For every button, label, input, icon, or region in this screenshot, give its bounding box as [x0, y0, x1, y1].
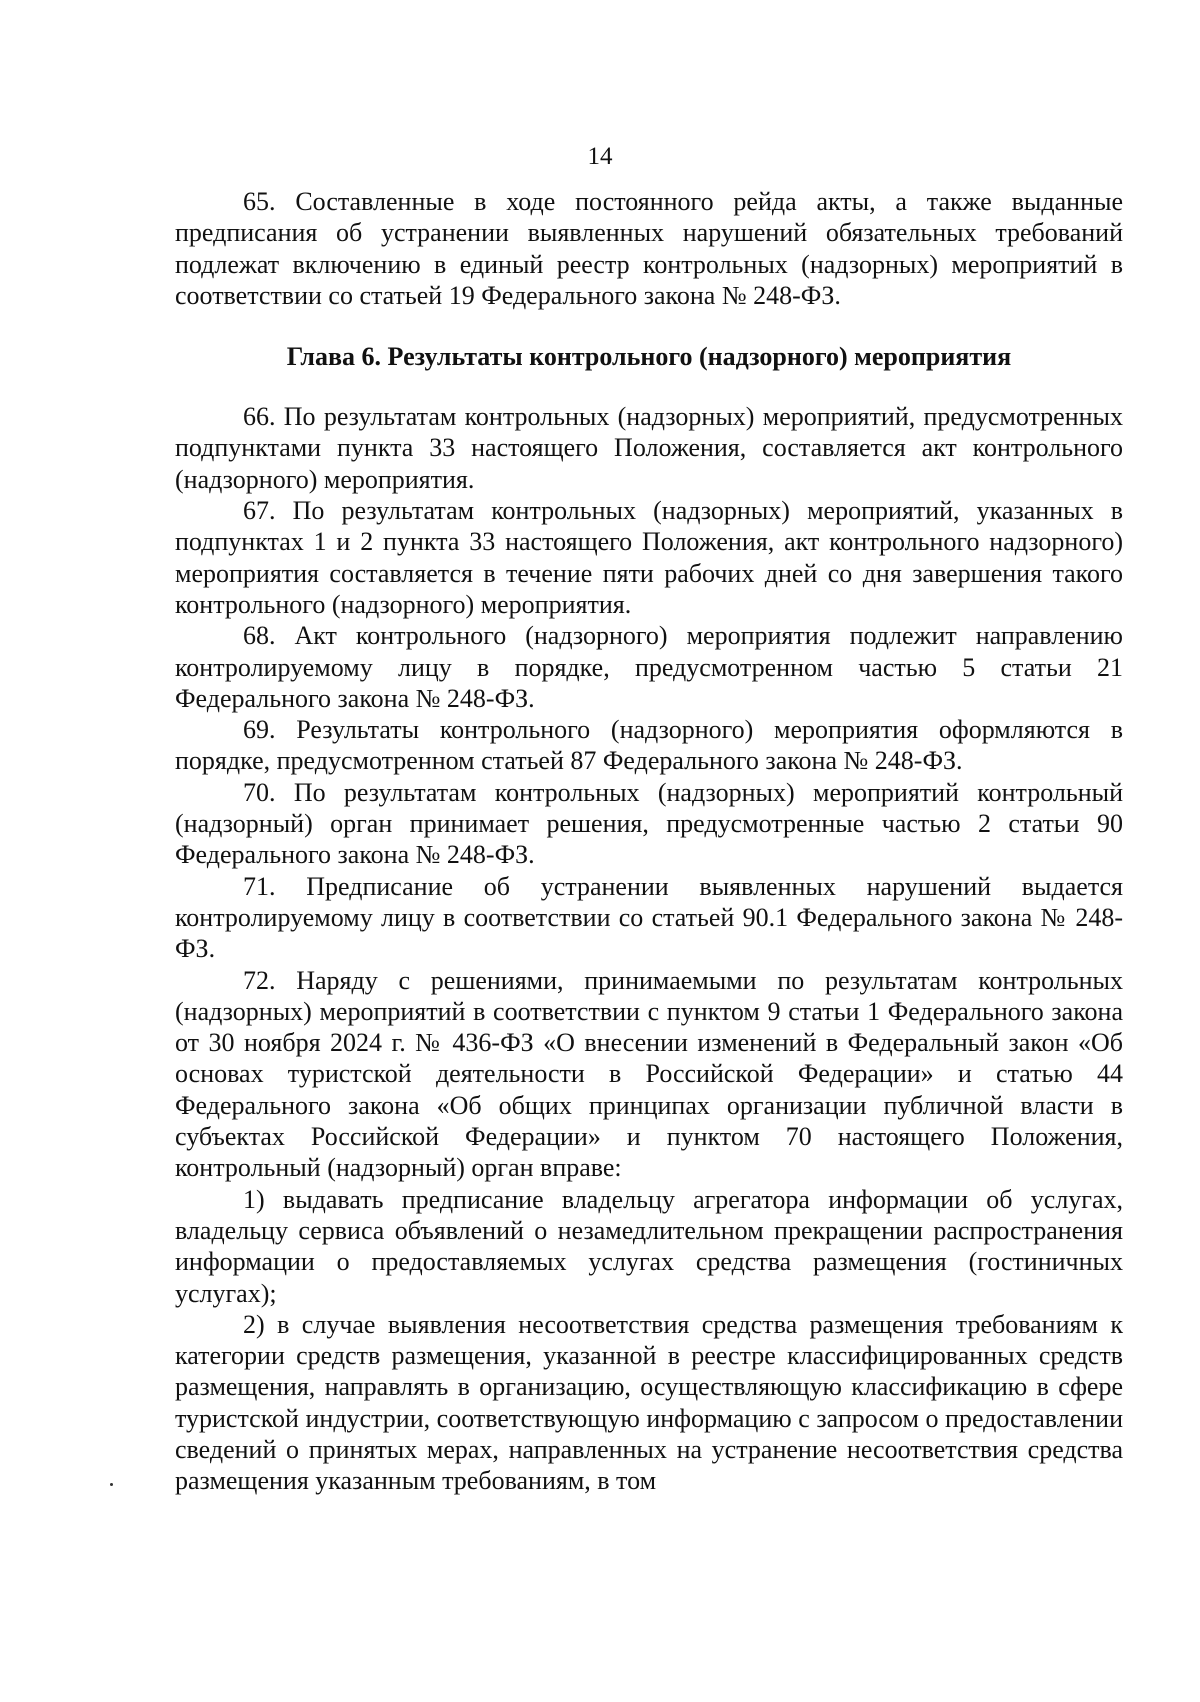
- paragraph-72: 72. Наряду с решениями, принимаемыми по результатам контрольных (надзорных) мероприятий в соответствии с пунктом 9 статьи 1 Федерального закона от 30 ноября 2024 г. № 436-ФЗ «О внесении изменений в Федеральный закон «Об основах туристской деятельности в Российской Федерации» и статью 44 Федерального закона «Об общих принципах организации публичной власти в субъектах Российской Федерации» и пунктом 70 настоящего Положения, контрольный (надзорный) орган вправе:: [175, 965, 1123, 1183]
- subitem-2: 2) в случае выявления несоответствия средства размещения требованиям к категории средств размещения, указанной в реестре классифицированных средств размещения, направлять в организацию, осуществляющую классификацию в сфере туристской индустрии, соответствующую информацию с запросом о предоставлении сведений о принятых мерах, направленных на устранение несоответствия средства размещения указанным требованиям, в том: [175, 1309, 1123, 1496]
- paragraph-71: 71. Предписание об устранении выявленных нарушений выдается контролируемому лицу в соответствии со статьей 90.1 Федерального закона № 248-ФЗ.: [175, 871, 1123, 964]
- paragraph-65: 65. Составленные в ходе постоянного рейда акты, а также выданные предписания об устранении выявленных нарушений обязательных требований подлежат включению в единый реестр контрольных (надзорных) мероприятий в соответствии со статьей 19 Федерального закона № 248-ФЗ.: [175, 187, 1123, 310]
- paragraph-69: 69. Результаты контрольного (надзорного) мероприятия оформляются в порядке, предусмотренном статьей 87 Федерального закона № 248-ФЗ.: [175, 715, 1123, 776]
- chapter-heading: Глава 6. Результаты контрольного (надзорного) мероприятия: [286, 342, 1012, 372]
- page-number: 14: [587, 143, 613, 170]
- paragraph-68: 68. Акт контрольного (надзорного) мероприятия подлежит направлению контролируемому лицу в порядке, предусмотренном частью 5 статьи 21 Федерального закона № 248-ФЗ.: [175, 621, 1123, 713]
- paragraph-70: 70. По результатам контрольных (надзорных) мероприятий контрольный (надзорный) орган принимает решения, предусмотренные частью 2 статьи 90 Федерального закона № 248-ФЗ.: [175, 777, 1123, 870]
- scan-speck: [110, 1483, 113, 1486]
- paragraph-67: 67. По результатам контрольных (надзорных) мероприятий, указанных в подпунктах 1 и 2 пункта 33 настоящего Положения, акт контрольного надзорного) мероприятия составляется в течение пяти рабочих дней со дня завершения такого контрольного (надзорного) мероприятия.: [175, 496, 1123, 619]
- paragraph-66: 66. По результатам контрольных (надзорных) мероприятий, предусмотренных подпунктами пункта 33 настоящего Положения, составляется акт контрольного (надзорного) мероприятия.: [175, 402, 1123, 494]
- document-body: [175, 186, 1123, 1497]
- subitem-1: 1) выдавать предписание владельцу агрегатора информации об услугах, владельцу сервиса объявлений о незамедлительном прекращении распространения информации о предоставляемых услугах средства размещения (гостиничных услугах);: [175, 1184, 1123, 1308]
